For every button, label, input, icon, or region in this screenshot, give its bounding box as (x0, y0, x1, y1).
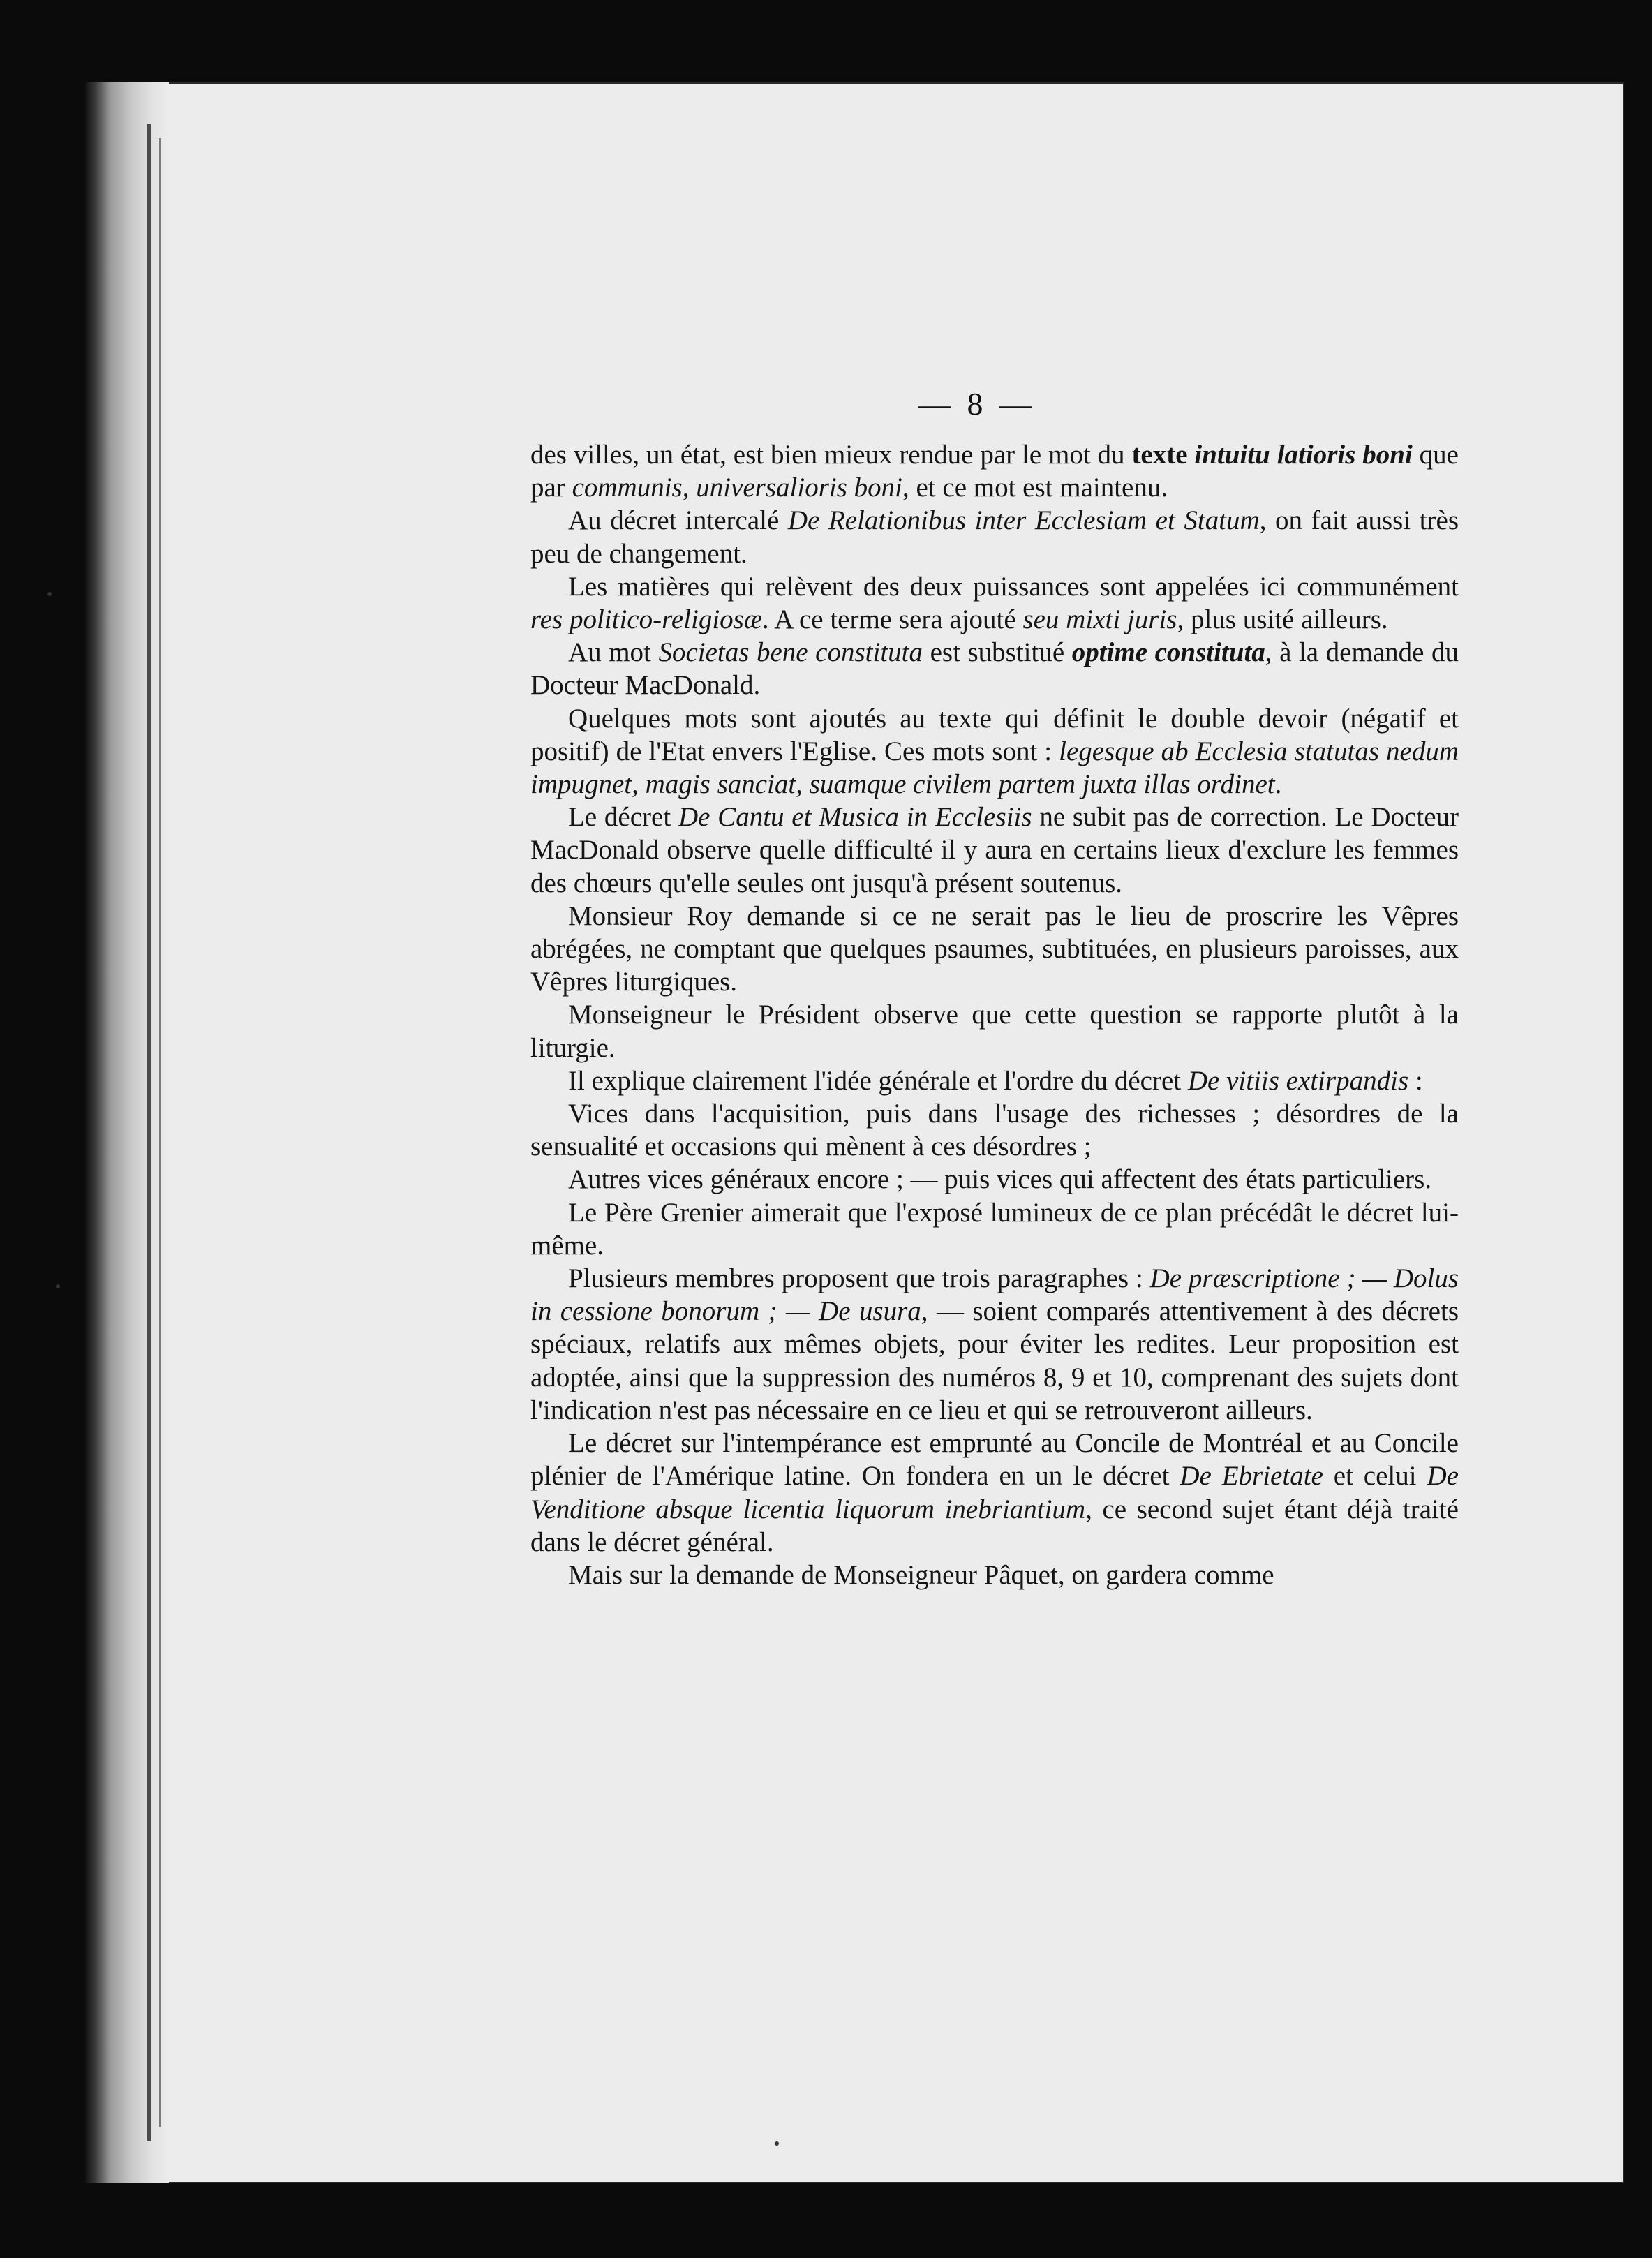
text-run: Le décret (568, 802, 678, 833)
text-run: : (1408, 1065, 1423, 1096)
text-run: Vices dans l'acquisition, puis dans l'usage des richesses ; désordres de la sensualité et occasions qui mènent à ces désordres ; (530, 1099, 1459, 1162)
paragraph (530, 1097, 1459, 1163)
paragraph (530, 504, 1459, 570)
paragraph (530, 1262, 1459, 1427)
text-run: texte (1131, 440, 1195, 470)
page-number: — 8 — (918, 386, 1036, 422)
text-run: est substitué (923, 637, 1072, 668)
paragraph (530, 1163, 1459, 1196)
latin-term: De vitiis extirpandis (1187, 1065, 1409, 1096)
text-run: Autres vices généraux encore ; — puis vices qui affectent des états particuliers. (568, 1164, 1432, 1195)
paragraph (530, 570, 1459, 636)
paragraph (530, 702, 1459, 801)
text-run: Plusieurs membres proposent que trois paragraphes : (568, 1263, 1150, 1294)
paragraph (530, 1064, 1459, 1097)
latin-term: communis, universalioris boni (572, 473, 902, 503)
text-run: Le Père Grenier aimerait que l'exposé lumineux de ce plan précédât le décret lui-même. (530, 1197, 1459, 1261)
paragraph (530, 438, 1459, 504)
paragraph (530, 801, 1459, 900)
text-run: Monseigneur le Président observe que cette question se rapporte plutôt à la liturgie. (530, 1000, 1459, 1063)
text-run: , et ce mot est maintenu. (902, 473, 1168, 503)
scan-speck (47, 592, 52, 596)
text-run: , à la demande du Docteur MacDonald. (530, 637, 1459, 701)
text-run: Au mot (568, 637, 659, 668)
paragraph (530, 636, 1459, 701)
text-run: que par (530, 440, 1459, 503)
text-run: , plus usité ailleurs. (1177, 604, 1388, 635)
latin-term: optime constituta (1071, 637, 1265, 668)
latin-term: De præscriptione ; — Dolus in cessione bonorum ; — De usura (530, 1263, 1459, 1327)
latin-term: intuitu latioris boni (1194, 440, 1413, 470)
paragraph (530, 1559, 1459, 1591)
paragraph (530, 1427, 1459, 1559)
latin-term: legesque ab Ecclesia statutas nedum impugnet, magis sanciat, suamque civilem partem juxta illas ordinet (530, 736, 1459, 800)
latin-term: Societas bene constituta (658, 637, 923, 668)
paragraph (530, 1196, 1459, 1262)
scan-speck (775, 2141, 779, 2146)
body-text (530, 438, 1459, 1591)
scan-speck (56, 1284, 60, 1288)
text-run: des villes, un état, est bien mieux rendue par le mot du (530, 440, 1132, 470)
latin-term: De Venditione absque licentia liquorum inebriantium (530, 1461, 1459, 1524)
spine-fold-line-secondary (159, 138, 161, 2127)
text-run: Les matières qui relèvent des deux puissances sont appelées ici communément (568, 571, 1459, 602)
latin-term: De Cantu et Musica in Ecclesiis (678, 802, 1032, 833)
paragraph (530, 900, 1459, 999)
text-run: ne subit pas de correction. Le Docteur MacDonald observe quelle difficulté il y aura en certains lieux d'exclure les femmes des chœurs qu'elle seules ont jusqu'à présent soutenus. (530, 802, 1459, 898)
spine-fold-line (147, 124, 151, 2141)
text-run: , ce second sujet étant déjà traité dans le décret général. (530, 1494, 1459, 1557)
text-run: Mais sur la demande de Monseigneur Pâquet, on gardera comme (568, 1559, 1274, 1590)
text-run: Le décret sur l'intempérance est emprunté au Concile de Montréal et au Concile plénier de l'Amérique latine. On fondera en un le décret (530, 1428, 1459, 1492)
latin-term: res politico-religiosæ (530, 604, 762, 635)
text-run: Au décret intercalé (568, 505, 788, 536)
text-run: , on fait aussi très peu de changement. (530, 505, 1459, 569)
text-run: . A ce terme sera ajouté (761, 604, 1023, 635)
text-run: Monsieur Roy demande si ce ne serait pas le lieu de proscrire les Vêpres abrégées, ne comptant que quelques psaumes, subtituées, en plusieurs paroisses, aux Vêpres liturgiques. (530, 900, 1459, 997)
latin-term: De Ebrietate (1180, 1461, 1323, 1492)
latin-term: De Relationibus inter Ecclesiam et Statum (787, 505, 1260, 536)
text-run: . (1274, 769, 1282, 800)
text-run: et celui (1323, 1461, 1427, 1492)
latin-term: seu mixti juris (1022, 604, 1177, 635)
book-spine-shadow (85, 82, 169, 2183)
text-run: Il explique clairement l'idée générale et l'ordre du décret (568, 1065, 1188, 1096)
text-run: , — soient comparés attentivement à des décrets spéciaux, relatifs aux mêmes objets, pour éviter les redites. Leur proposition est adoptée, ainsi que la suppression des numéros 8, 9 et 10, comprenant des sujets dont l'indication n'est pas nécessaire en ce lieu et qui se retrouveront ailleurs. (530, 1296, 1459, 1425)
paragraph (530, 998, 1459, 1064)
text-run: Quelques mots sont ajoutés au texte qui définit le double devoir (négatif et positif) de l'Etat envers l'Eglise. Ces mots sont : (530, 703, 1459, 766)
